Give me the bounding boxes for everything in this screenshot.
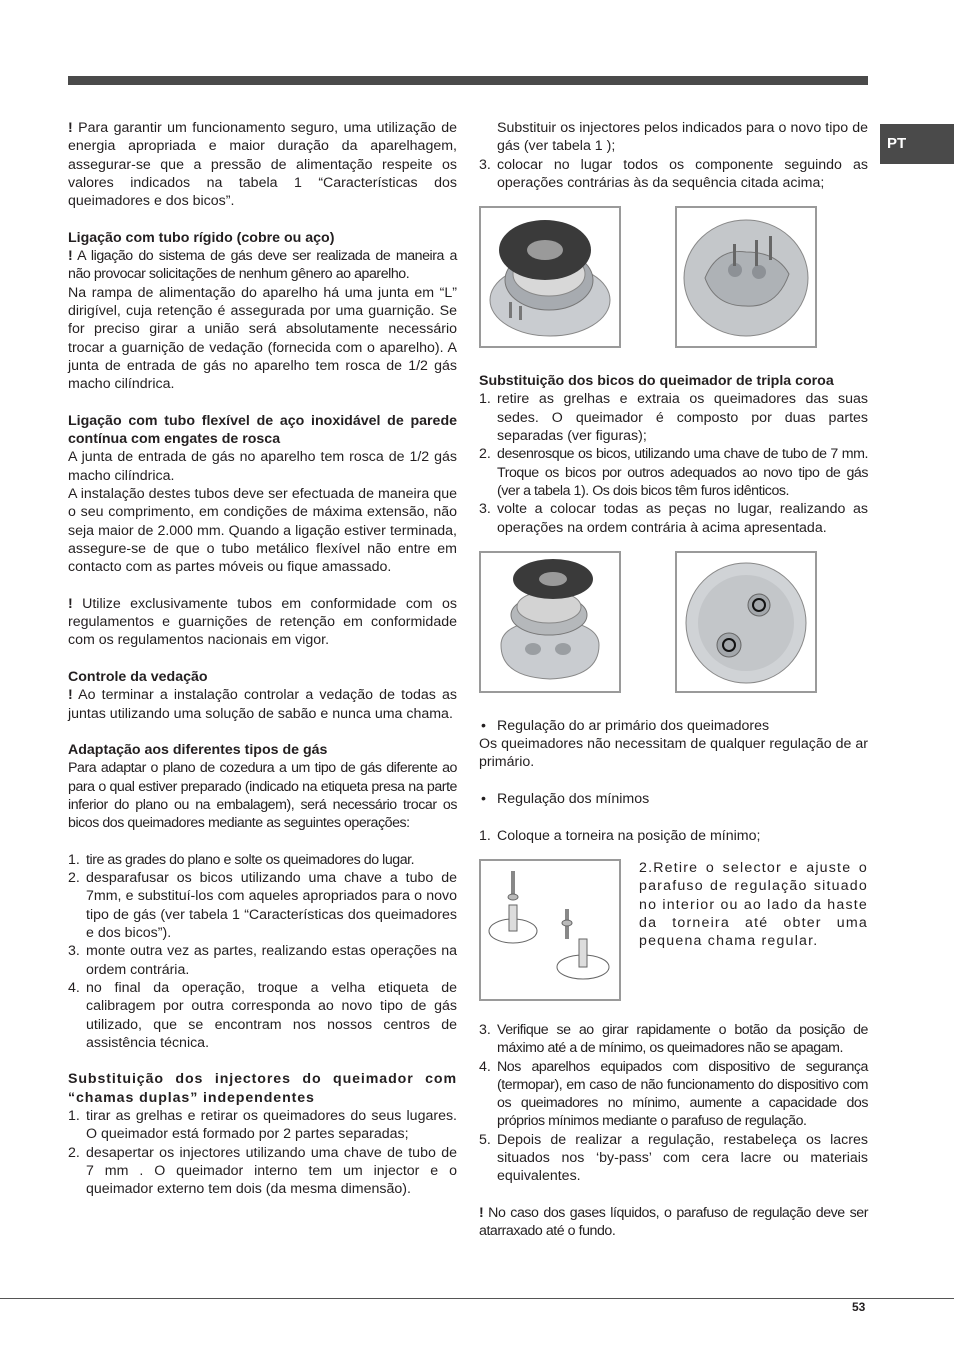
figure-row-triple-burner [479,551,868,693]
list-item: 2. desenrosque os bicos, utilizando uma chave de tubo de 7 mm. Troque os bicos por outros adequados ao novo tipo de gás (ver a tabela 1). Os dois bicos têm furos idênticos. [479,446,868,499]
right-column [479,119,868,1241]
heading-flexible-tube: Ligação com tubo flexível de aço inoxidável de parede contínua com engates de rosca [68,412,457,448]
warning-mark: ! [68,687,73,704]
page-number: 53 [852,1300,866,1314]
heading-seal-control: Controle da vedação [68,668,208,685]
header-bar [68,76,868,85]
minimum-adjust-section [479,859,868,1005]
primary-air-paragraph: Os queimadores não necessitam de qualquer regulação de ar primário. [479,736,868,771]
footer-rule [0,1298,954,1299]
list-item: 4. Nos aparelhos equipados com dispositivo de segurança (termopar), em caso de não funcionamento do dispositivo com os queimadores no mínimo, aumente a capacidade dos próprios mínimos mediante o parafuso de regulação. [479,1058,868,1130]
list-item: 1. tire as grades do plano e solte os queimadores do lugar. [68,851,415,868]
intro-paragraph: ! Para garantir um funcionamento seguro, uma utilização de energia apropriada e maior duração da aparelhagem, assegurar-se que a pressão de alimentação respeite os valores indicados na tabela 1 “Características dos queimadores e dos bicos”. [68,120,457,210]
tubes-warning: ! Utilize exclusivamente tubos em conformidade com os regulamentos e guarnições de retenção em conformidade com os regulamentos nacionais em vigor. [68,595,457,649]
list-item: 3. Verifique se ao girar rapidamente o botão da posição de máximo até a de mínimo, os queimadores não se apagam. [479,1021,868,1057]
warning-mark: ! [68,248,73,265]
adapt-steps [68,851,457,1052]
final-warning: ! No caso dos gases líquidos, o parafuso de regulação deve ser atarraxado até o fundo. [479,1204,868,1240]
left-column [68,119,457,1199]
warning-mark: ! [68,595,73,612]
figure-triple-burner-assembly [479,551,621,693]
flex-paragraph-1: A junta de entrada de gás no aparelho tem rosca de 1/2 gás macho cilíndrica. [68,449,457,484]
list-item: 1. tirar as grelhas e retirar os queimadores do seus lugares. O queimador está formado por 2 partes separadas; [68,1108,457,1143]
flex-paragraph-2: A instalação destes tubos deve ser efectuada de maneira que o seu comprimento, em condições de máxima extensão, não seja maior de 2.000 mm. Quando a ligação estiver terminada, assegure-se de que o tubo metálico flexível não entre em contacto com as partes móveis ou fique amassado. [68,485,457,576]
figure-dual-burner-base [675,206,817,348]
list-item: 1. Coloque a torneira na posição de mínimo; [479,827,761,844]
figure-row-dual-burner [479,206,868,348]
list-item: 3. volte a colocar todas as peças no lugar, realizando as operações na ordem contrária à acima apresentada. [479,501,868,536]
heading-rigid-tube: Ligação com tubo rígido (cobre ou aço) [68,229,335,246]
figure-dual-burner-assembly [479,206,621,348]
seal-paragraph: ! Ao terminar a instalação controlar a vedação de todas as juntas utilizando uma solução de sabão e nunca uma chama. [68,687,457,722]
list-item: 2. desapertar os injectores utilizando uma chave de tubo de 7 mm . O queimador interno tem um injector e o queimador externo tem dois (da mesma dimensão). [68,1144,457,1198]
list-item: 4. no final da operação, troque a velha etiqueta de calibragem por outra corresponda ao novo tipo de gás utilizado, que se encontram nos nossos centros de assistência técnica. [68,979,457,1051]
minimum-steps [479,1021,868,1186]
minimum-step-2: 2.Retire o selector e ajuste o parafuso de regulação situado no interior ou ao lado da haste da torneira até obter uma pequena chama regular. [639,859,868,950]
figure-triple-burner-base [675,551,817,693]
list-item: 2. desparafusar os bicos utilizando uma chave a tubo de 7mm, e substituí-los com aqueles apropriados para o novo tipo de gás (ver tabela 1 “Características dos queimadores e dos bicos”). [68,870,457,942]
rigid-paragraph-1: ! A ligação do sistema de gás deve ser realizada de maneira a não provocar solicitações de nenhum gênero ao aparelho. [68,248,457,283]
warning-mark: ! [479,1204,484,1221]
list-item: 1. retire as grelhas e extraia os queimadores das suas sedes. O queimador é composto por duas partes separadas (ver figuras); [479,391,868,445]
figure-tap-adjustment [479,859,621,1001]
heading-gas-adaptation: Adaptação aos diferentes tipos de gás [68,742,328,759]
bullet-minimum: • Regulação dos mínimos [481,791,650,808]
adapt-paragraph: Para adaptar o plano de cozedura a um tipo de gás diferente ao para o qual estiver preparado (indicado na etiqueta presa na parte inferior do plano ou na embalagem), será necessário trocar os bicos dos queimadores mediante as seguintes operações: [68,760,457,832]
rigid-paragraph-2: Na rampa de alimentação do aparelho há uma junta em “L” dirigível, cuja retenção é assegurada por uma guarnição. Se for preciso girar a união será absolutamente necessário trocar a guarnição de vedação (fornecida com o aparelho). A junta de entrada de gás no aparelho tem rosca de 1/2 gás macho cilíndrica. [68,284,457,393]
list-item: 5. Depois de realizar a regulação, restabeleça os lacres situados nos ‘by-pass’ com cera lacre ou materiais equivalentes. [479,1131,868,1185]
warning-mark: ! [68,120,73,136]
triple-steps [479,390,868,536]
language-tab: PT [880,124,954,164]
dual-steps [68,1107,457,1198]
list-item: 3. monte outra vez as partes, realizando estas operações na ordem contrária. [68,943,457,978]
heading-triple-crown: Substituição dos bicos do queimador de tripla coroa [479,373,834,390]
dual-continuation: Substituir os injectores pelos indicados para o novo tipo de gás (ver tabela 1 ); [497,120,868,155]
heading-dual-flame: Substituição dos injectores do queimador com “chamas duplas” independentes [68,1071,457,1106]
bullet-primary-air: • Regulação do ar primário dos queimadores [481,717,770,734]
list-item: 3. colocar no lugar todos os componente seguindo as operações contrárias às da sequência citada acima; [479,156,868,191]
